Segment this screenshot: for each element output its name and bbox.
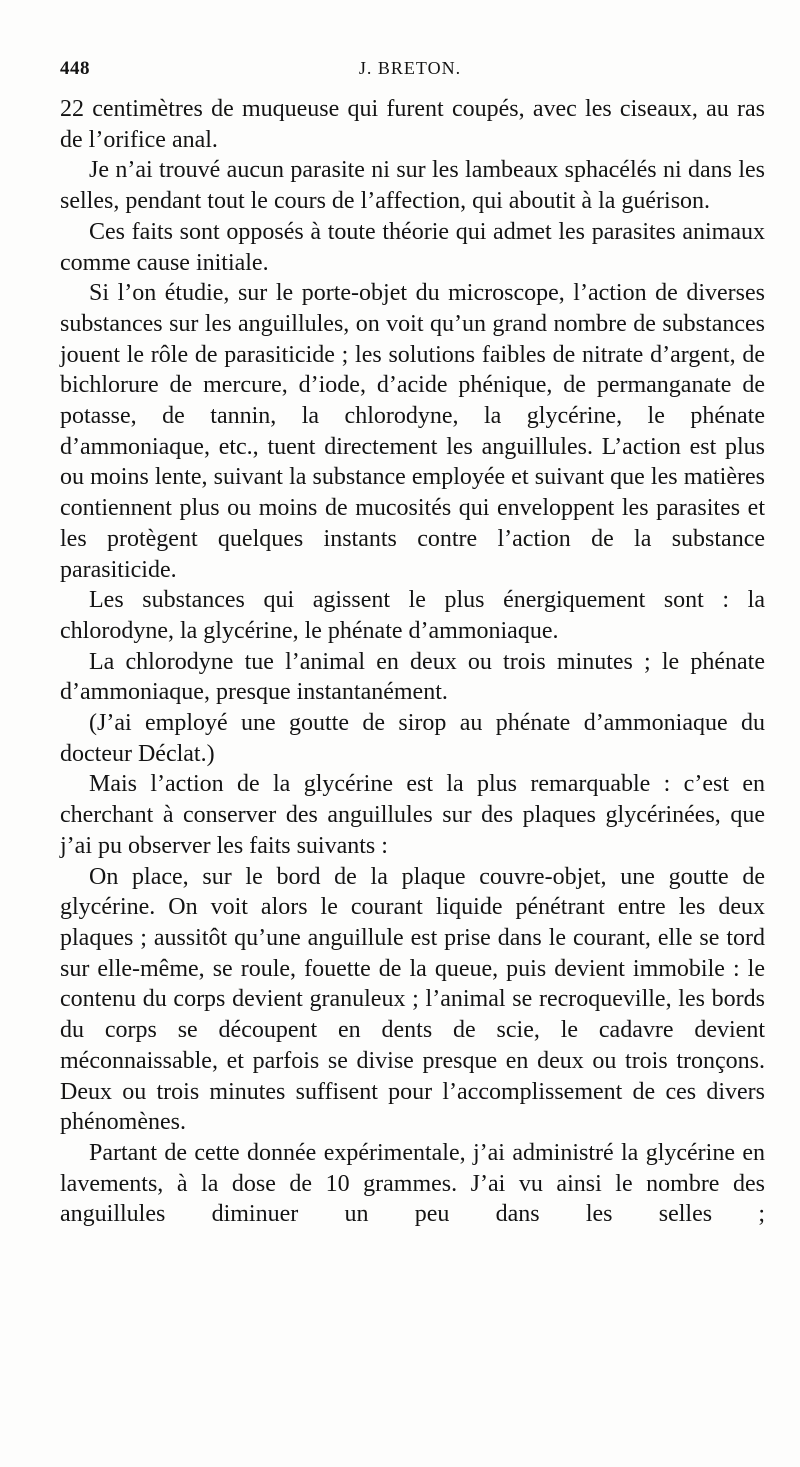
paragraph: La chlorodyne tue l’animal en deux ou trois minutes ; le phénate d’ammoniaque, presque instantanément. <box>60 648 765 706</box>
page-number: 448 <box>60 58 90 79</box>
paragraph: 22 centimètres de muqueuse qui furent coupés, avec les ciseaux, au ras de l’orifice anal. <box>60 96 765 153</box>
paragraph: On place, sur le bord de la plaque couvre-objet, une goutte de glycérine. On voit alors le courant liquide pénétrant entre les deux plaques ; aussitôt qu’une anguillule est prise dans le courant, elle se tord sur elle-même, se roule, fouette de la queue, puis devient immobile : le contenu du corps devient granuleux ; l’animal se recroqueville, les bords du corps se découpent en dents de scie, le cadavre devient méconnaissable, et parfois se divise presque en deux ou trois tronçons. Deux ou trois minutes suffisent pour l’accomplissement de ces divers phénomènes. <box>60 863 765 1136</box>
paragraph: Ces faits sont opposés à toute théorie qui admet les parasites animaux comme cause initiale. <box>60 218 765 276</box>
paragraph: Mais l’action de la glycérine est la plus remarquable : c’est en cherchant à conserver des anguillules sur des plaques glycérinées, que j’ai pu observer les faits suivants : <box>60 771 765 859</box>
running-head <box>60 58 760 88</box>
paragraph: Je n’ai trouvé aucun parasite ni sur les lambeaux sphacélés ni dans les selles, pendant tout le cours de l’affection, qui aboutit à la guérison. <box>60 157 765 215</box>
paragraph: Partant de cette donnée expérimentale, j’ai administré la glycérine en lavements, à la dose de 10 grammes. J’ai vu ainsi le nombre des anguillules diminuer un peu dans les selles ; <box>60 1139 765 1228</box>
running-head-author: J. BRETON. <box>358 58 462 78</box>
paragraph: (J’ai employé une goutte de sirop au phénate d’ammoniaque du docteur Déclat.) <box>60 710 765 767</box>
body-text <box>60 94 765 1230</box>
paragraph: Si l’on étudie, sur le porte-objet du microscope, l’action de diverses substances sur les anguillules, on voit qu’un grand nombre de substances jouent le rôle de parasiticide ; les solutions faibles de nitrate d’argent, de bichlorure de mercure, d’iode, d’acide phénique, de permanganate de potasse, de tannin, la chlorodyne, la glycérine, le phénate d’ammoniaque, etc., tuent directement les anguillules. L’action est plus ou moins lente, suivant la substance employée et suivant que les matières contiennent plus ou moins de mucosités qui enveloppent les parasites et les protègent quelques instants contre l’action de la substance parasiticide. <box>60 280 765 583</box>
paragraph: Les substances qui agissent le plus énergiquement sont : la chlorodyne, la glycérine, le phénate d’ammoniaque. <box>60 587 765 644</box>
